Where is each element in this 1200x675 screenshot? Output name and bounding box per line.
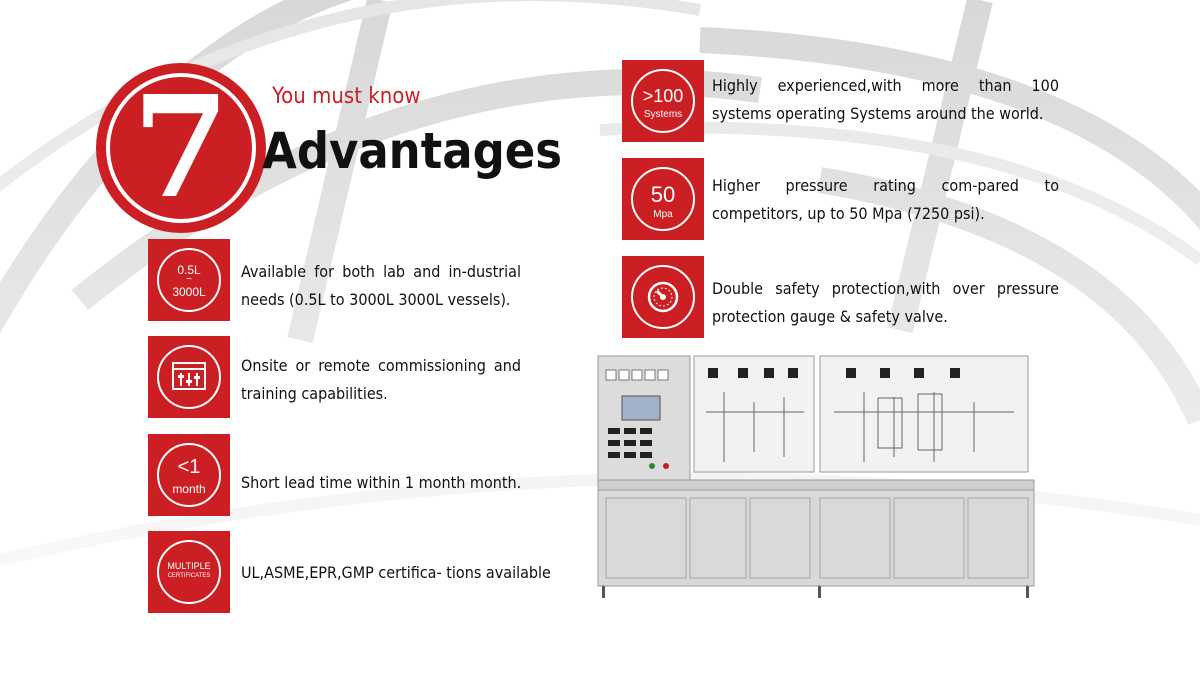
control-panel-glyph (172, 362, 206, 392)
systems-icon-top: >100 (642, 86, 684, 106)
pressure-icon-bottom: Mpa (653, 209, 673, 220)
advantage-text-commissioning: Onsite or remote commissioning and training capabilities. (241, 356, 521, 403)
volume-icon-bottom: 3000L (172, 285, 206, 299)
badge-number: 7 (132, 66, 230, 230)
advantage-text-volume: Available for both lab and in-dustrial needs (0.5L to 3000L 3000L vessels). (241, 262, 521, 309)
systems-icon (622, 60, 704, 142)
pressure-icon (622, 158, 704, 240)
gauge-icon (622, 256, 704, 338)
volume-icon (148, 239, 230, 321)
advantage-text-experience: Highly experienced,with more than 100 systems operating Systems around the world. (712, 76, 1059, 123)
subtitle: You must know (272, 84, 421, 109)
extraction-machine-photo (594, 352, 1040, 604)
page-title: Advantages (262, 122, 563, 180)
control-panel-icon (148, 336, 230, 418)
pressure-icon-top: 50 (650, 182, 676, 207)
advantage-text-pressure: Higher pressure rating com-pared to competitors, up to 50 Mpa (7250 psi). (712, 176, 1059, 223)
certificate-icon (148, 531, 230, 613)
volume-icon-top: 0.5L (177, 263, 201, 277)
number-badge (96, 63, 266, 233)
systems-icon-bottom: Systems (643, 109, 683, 120)
advantage-text-certificates: UL,ASME,EPR,GMP certifica- tions available (241, 563, 551, 582)
lead-time-icon-bottom: month (172, 482, 206, 496)
gauge-glyph (646, 280, 680, 314)
certificate-icon-top: MULTIPLE (167, 561, 211, 571)
lead-time-icon-top: <1 (177, 456, 201, 478)
lead-time-icon (148, 434, 230, 516)
advantage-text-safety: Double safety protection,with over pressure protection gauge & safety valve. (712, 279, 1059, 326)
volume-icon-tilde: ~ (186, 274, 192, 285)
certificate-icon-circle (157, 540, 221, 604)
advantage-text-lead-time: Short lead time within 1 month month. (241, 473, 522, 492)
certificate-icon-bottom: CERTIFICATES (167, 573, 211, 579)
